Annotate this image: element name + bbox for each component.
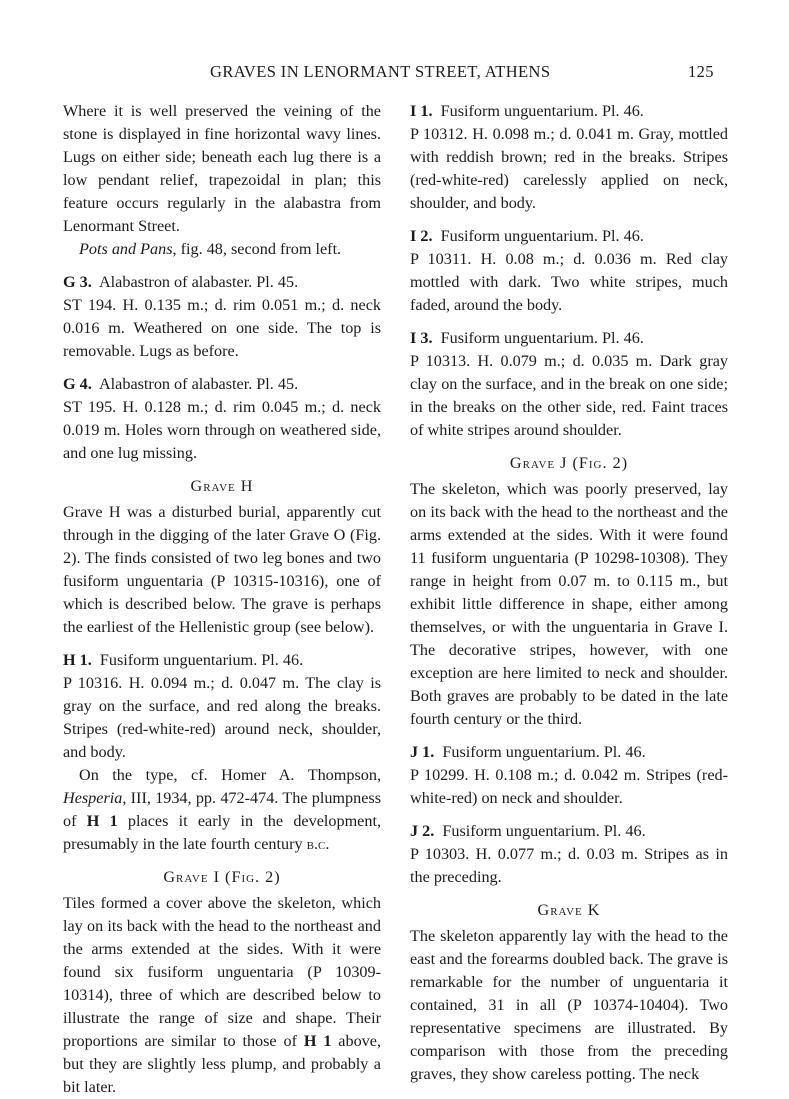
body-text: above, but they are slightly less plump, and probably a bit later.	[63, 1032, 381, 1096]
reference-note	[63, 238, 381, 261]
grave-k-text: The skeleton apparently lay with the head to the east and the forearms doubled back. The grave is remarkable for the number of unguentaria it contained, 31 in all (P 10374-10404). Two representative specimens are illustrated. By comparison with those from the preceding graves, they show careless potting. The neck	[410, 927, 728, 1083]
paragraph: Where it is well preserved the veining of the stone is displayed in fine horizontal wavy lines. Lugs on either side; beneath each lug there is a low pendant relief, trapezoidal in plan; this feature occurs regularly in the alabastra from Lenormant Street.	[63, 102, 381, 235]
entry-heading: Fusiform unguentarium. Pl. 46.	[440, 227, 644, 245]
entry-label: I 1.	[410, 102, 433, 120]
entry-g3-text: ST 194. H. 0.135 m.; d. rim 0.051 m.; d. neck 0.016 m. Weathered on one side. The top is removable. Lugs as before.	[63, 296, 381, 360]
entry-heading: Fusiform unguentarium. Pl. 46.	[440, 102, 644, 120]
cross-reference: H 1	[86, 812, 118, 830]
body-text: Tiles formed a cover above the skeleton, which lay on its back with the head to the northeast and the arms extended at the sides. With it were found six fusiform unguentaria (P 10309-10314), three of which are described below to illustrate the range of size and shape. Their proportions are similar to those of	[63, 894, 381, 1050]
note-text: , III, 1934, pp. 472-474. The plumpness of	[63, 789, 381, 830]
entry-i2-title	[410, 225, 728, 248]
entry-label: I 2.	[410, 227, 433, 245]
note-text: On the type, cf. Homer A. Thompson,	[79, 766, 381, 784]
cross-reference: H 1	[303, 1032, 332, 1050]
entry-heading: Fusiform unguentarium. Pl. 46.	[442, 822, 646, 840]
journal-title: Hesperia	[63, 789, 123, 807]
section-heading-grave-j: Grave J (Fig. 2)	[509, 454, 629, 472]
running-title: GRAVES IN LENORMANT STREET, ATHENS	[210, 62, 551, 81]
entry-label: G 4.	[63, 375, 92, 393]
entry-j1-title	[410, 741, 728, 764]
page-number: 125	[688, 62, 714, 81]
entry-i1-title	[410, 100, 728, 123]
entry-j2-text: P 10303. H. 0.077 m.; d. 0.03 m. Stripes as in the preceding.	[410, 845, 728, 886]
entry-heading: Fusiform unguentarium. Pl. 46.	[440, 329, 644, 347]
left-column	[63, 100, 381, 1099]
reference-rest: , fig. 48, second from left.	[172, 240, 342, 258]
entry-h1-title	[63, 649, 381, 672]
grave-j-text: The skeleton, which was poorly preserved, lay on its back with the head to the northeast and the arms extended at the sides. With it were found 11 fusiform unguentaria (P 10298-10308). They range in height from 0.07 m. to 0.115 m., but exhibit little difference in shape, either among themselves, or with the unguentaria in Grave I. The decorative stripes, however, with one exception are here limited to neck and shoulder. Both graves are probably to be dated in the late fourth century or the third.	[410, 480, 728, 728]
entry-i3-text: P 10313. H. 0.079 m.; d. 0.035 m. Dark gray clay on the surface, and in the break on one side; in the breaks on the other side, red. Faint traces of white stripes around shoulder.	[410, 352, 728, 439]
grave-i-text	[63, 892, 381, 1099]
entry-j2-title	[410, 820, 728, 843]
entry-h1-text: P 10316. H. 0.094 m.; d. 0.047 m. The clay is gray on the surface, and red along the breaks. Stripes (red-white-red) around neck, shoulder, and body.	[63, 674, 381, 761]
reference-title: Pots and Pans	[79, 240, 173, 258]
grave-h-text: Grave H was a disturbed burial, apparently cut through in the digging of the later Grave O (Fig. 2). The finds consisted of two leg bones and two fusiform unguentaria (P 10315-10316), one of which is described below. The grave is perhaps the earliest of the Hellenistic group (see below).	[63, 503, 381, 636]
entry-label: I 3.	[410, 329, 433, 347]
entry-i1-text: P 10312. H. 0.098 m.; d. 0.041 m. Gray, mottled with reddish brown; red in the breaks. Stripes (red-white-red) carelessly applied on neck, shoulder, and body.	[410, 125, 728, 212]
entry-g4-title	[63, 373, 381, 396]
section-heading-grave-i: Grave I (Fig. 2)	[163, 868, 281, 886]
entry-g3-title	[63, 271, 381, 294]
entry-i3-title	[410, 327, 728, 350]
entry-heading: Alabastron of alabaster. Pl. 45.	[98, 273, 299, 291]
entry-h1-note	[63, 764, 381, 856]
era-abbrev: b.c.	[306, 835, 330, 853]
entry-label: J 1.	[410, 743, 435, 761]
entry-heading: Fusiform unguentarium. Pl. 46.	[99, 651, 304, 669]
entry-j1-text: P 10299. H. 0.108 m.; d. 0.042 m. Stripes (red-white-red) on neck and shoulder.	[410, 766, 728, 807]
entry-label: J 2.	[410, 822, 435, 840]
section-heading-grave-h: Grave H	[190, 477, 254, 495]
section-heading-grave-k: Grave K	[537, 901, 601, 919]
entry-label: G 3.	[63, 273, 92, 291]
entry-heading: Alabastron of alabaster. Pl. 45.	[98, 375, 299, 393]
note-text: places it early in the development, presumably in the late fourth century	[63, 812, 381, 853]
running-header	[0, 62, 789, 84]
entry-g4-text: ST 195. H. 0.128 m.; d. rim 0.045 m.; d. neck 0.019 m. Holes worn through on weathered side, and one lug missing.	[63, 398, 381, 462]
entry-i2-text: P 10311. H. 0.08 m.; d. 0.036 m. Red clay mottled with dark. Two white stripes, much faded, around the body.	[410, 250, 728, 314]
entry-heading: Fusiform unguentarium. Pl. 46.	[442, 743, 646, 761]
entry-label: H 1.	[63, 651, 92, 669]
right-column	[410, 100, 728, 1086]
